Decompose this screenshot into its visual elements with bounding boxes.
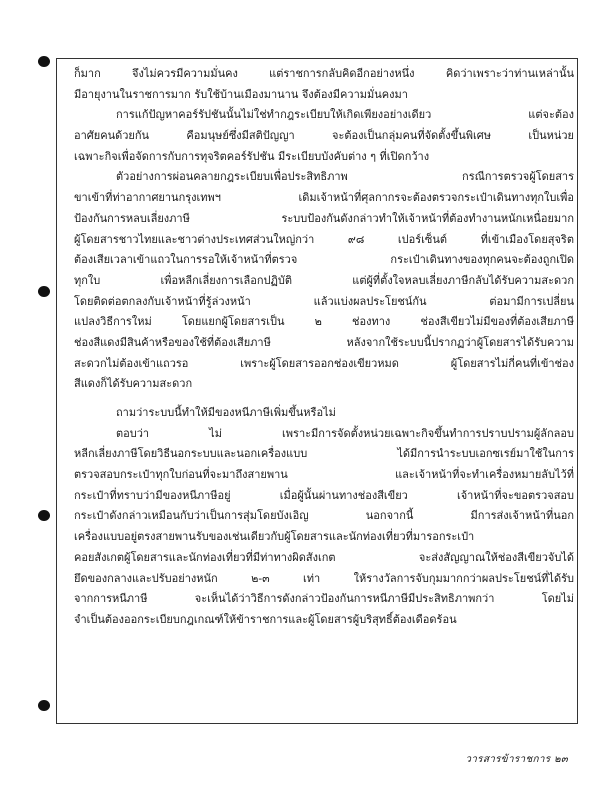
text-line: ทุกใบ เพื่อหลีกเลี่ยงการเลือกปฏิบัติ แต่ผู้ที่ตั้งใจหลบเลี่ยงภาษีกลับได้รับความสะดวก: [74, 273, 574, 287]
text-line: ยึดของกลางและปรับอย่างหนัก ๒-๓ เท่า ให้รางวัลการจับกุมมากกว่าผลประโยชน์ที่ได้รับ: [74, 571, 574, 585]
text-line: ก็มาก จึงไม่ควรมีความมั่นคง แต่ราชการกลับคิดอีกอย่างหนึ่ง คิดว่าเพราะว่าท่านเหล่านั้น: [74, 67, 574, 80]
text-line: เฉพาะกิจเพื่อจัดการกับการทุจริตคอร์รัปชัน มีระเบียบบังคับต่าง ๆ ที่เปิดกว้าง: [74, 149, 430, 163]
text-line: ถามว่าระบบนี้ทำให้มีของหนีภาษีเพิ่มขึ้นหรือไม่: [116, 406, 336, 419]
text-line: หลีกเลี่ยงภาษีโดยวิธีนอกระบบและนอกเครื่องแบบ ได้มีการนำระบบเอกซเรย์มาใช้ในการ: [74, 447, 574, 461]
page-footer: [465, 752, 568, 767]
binder-hole-icon: [38, 56, 50, 67]
body-text: [74, 64, 574, 631]
text-line: การแก้ปัญหาคอร์รัปชันนั้นไม่ใช่ทำกฎระเบียบให้เกิดเพียงอย่างเดียว แต่จะต้อง: [116, 108, 574, 122]
text-line: กระเป๋าดังกล่าวเหมือนกับว่าเป็นการสุ่มโดยบังเอิญ นอกจากนี้ มีการส่งเจ้าหน้าที่นอก: [74, 509, 574, 523]
text-line: ตรวจสอบกระเป๋าทุกใบก่อนที่จะมาถึงสายพาน และเจ้าหน้าที่จะทำเครื่องหมายลับไว้ที่: [74, 468, 574, 482]
text-line: เครื่องแบบอยู่ตรงสายพานรับของเช่นเดียวกับผู้โดยสารและนักท่องเที่ยวที่มารอกระเป๋า: [74, 530, 475, 544]
paragraph: [74, 64, 574, 105]
paragraph: [74, 424, 574, 631]
text-line: ตัวอย่างการผ่อนคลายกฎระเบียบเพื่อประสิทธิภาพ กรณีการตรวจผู้โดยสาร: [116, 170, 574, 184]
text-line: แปลงวิธีการใหม่ โดยแยกผู้โดยสารเป็น ๒ ช่องทาง ช่องสีเขียวไม่มีของที่ต้องเสียภาษี: [74, 315, 574, 329]
footer-journal-title: วารสารข้าราชการ: [465, 754, 551, 765]
text-line: อาศัยคนด้วยกัน คือมนุษย์ซึ่งมีสติปัญญา จะต้องเป็นกลุ่มคนที่จัดตั้งขึ้นพิเศษ เป็นหน่วย: [74, 129, 574, 143]
paragraph-spacer: [74, 395, 574, 403]
text-line: สะดวกไม่ต้องเข้าแถวรอ เพราะผู้โดยสารออกช่องเขียวหมด ผู้โดยสารไม่กี่คนที่เข้าช่อง: [74, 356, 574, 370]
paragraph: [74, 105, 574, 167]
binder-hole-icon: [38, 510, 50, 521]
text-line: จากการหนีภาษี จะเห็นได้ว่าวิธีการดังกล่าวป้องกันการหนีภาษีมีประสิทธิภาพกว่า โดยไม่: [74, 592, 574, 606]
binder-hole-icon: [38, 700, 50, 711]
text-line: สีแดงก็ได้รับความสะดวก: [74, 377, 193, 391]
paragraph: [74, 167, 574, 395]
footer-page-number: ๒๓: [553, 754, 568, 765]
text-line: ตอบว่า ไม่ เพราะมีการจัดตั้งหน่วยเฉพาะกิจขึ้นทำการปราบปรามผู้ลักลอบ: [116, 426, 574, 440]
text-line: โดยติดต่อตกลงกับเจ้าหน้าที่รู้ล่วงหน้า แล้วแบ่งผลประโยชน์กัน ต่อมามีการเปลี่ยน: [74, 294, 574, 308]
text-line: ต้องเสียเวลาเข้าแถวในการรอให้เจ้าหน้าที่ตรวจ กระเป๋าเดินทางของทุกคนจะต้องถูกเปิด: [74, 253, 574, 267]
paragraph: [74, 403, 574, 424]
text-line: กระเป๋าที่ทราบว่ามีของหนีภาษีอยู่ เมื่อผู้นั้นผ่านทางช่องสีเขียว เจ้าหน้าที่จะขอตรวจสอบ: [74, 488, 574, 502]
text-line: ผู้โดยสารชาวไทยและชาวต่างประเทศส่วนใหญ่กว่า ๙๘ เปอร์เซ็นต์ ที่เข้าเมืองโดยสุจริต: [74, 232, 574, 246]
text-line: คอยสังเกตผู้โดยสารและนักท่องเที่ยวที่มีท่าทางผิดสังเกต จะส่งสัญญาณให้ช่องสีเขียวจับได้: [74, 550, 574, 564]
text-line: ขาเข้าที่ท่าอากาศยานกรุงเทพฯ เดิมเจ้าหน้าที่ศุลกากรจะต้องตรวจกระเป๋าเดินทางทุกใบเพื่อ: [74, 191, 574, 205]
text-line: ช่องสีแดงมีสินค้าหรือของใช้ที่ต้องเสียภาษี หลังจากใช้ระบบนี้ปรากฏว่าผู้โดยสารได้รับความ: [74, 335, 574, 349]
text-line: จำเป็นต้องออกระเบียบกฎเกณฑ์ให้ข้าราชการและผู้โดยสารผู้บริสุทธิ์ต้องเดือดร้อน: [74, 612, 457, 626]
text-line: มีอายุงานในราชการมาก รับใช้บ้านเมืองมานาน จึงต้องมีความมั่นคงมา: [74, 87, 408, 101]
binder-hole-icon: [38, 286, 50, 297]
text-line: ป้องกันการหลบเลี่ยงภาษี ระบบป้องกันดังกล่าวทำให้เจ้าหน้าที่ต้องทำงานหนักเหนื่อยมาก: [74, 211, 574, 225]
